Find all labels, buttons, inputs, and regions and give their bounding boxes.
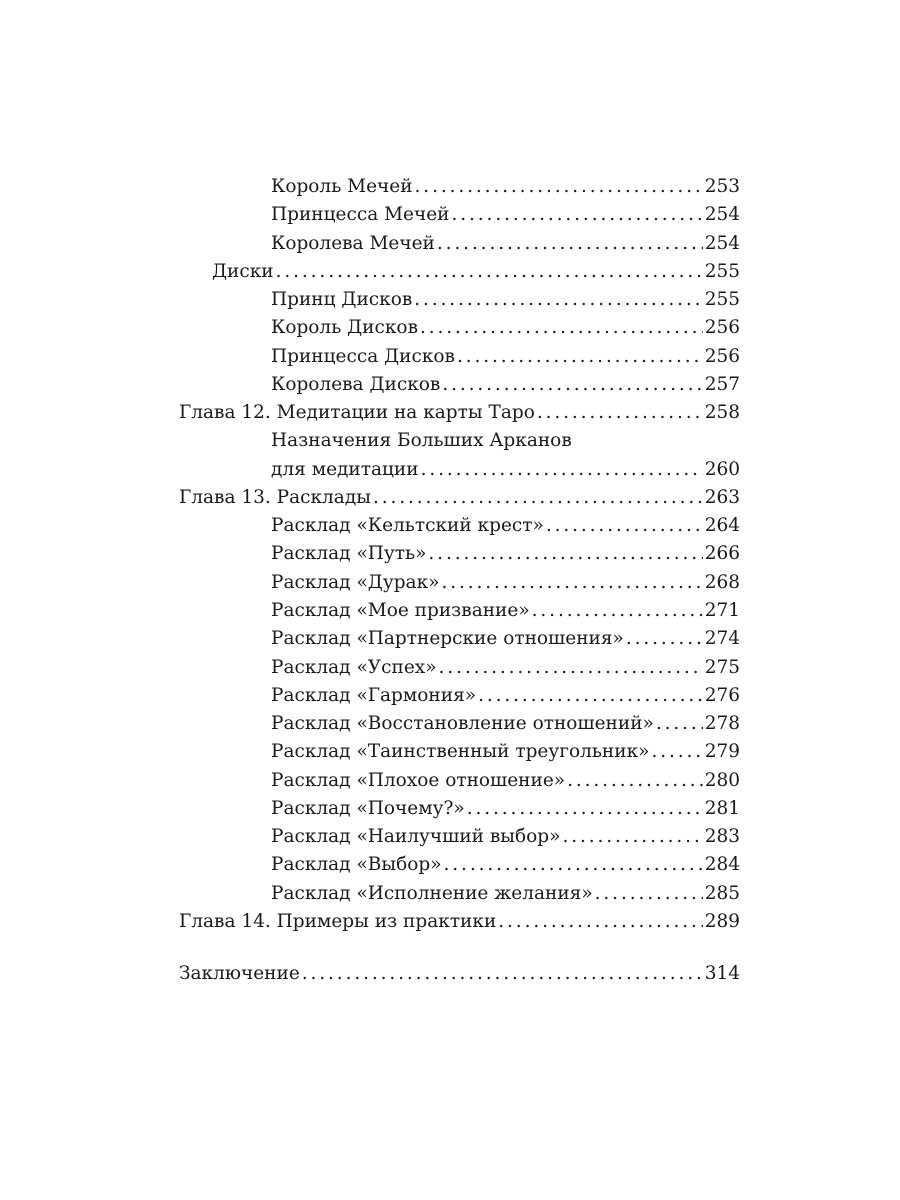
toc-entry-title: Назначения Больших Арканов	[271, 430, 572, 452]
toc-entry	[179, 233, 740, 261]
toc-entry-page: 289	[704, 910, 740, 932]
toc-entry-page: 253	[704, 176, 740, 197]
dot-leader	[437, 233, 703, 254]
toc-entry-page: 268	[704, 571, 740, 593]
dot-leader	[546, 515, 703, 536]
toc-entry-page: 285	[704, 882, 740, 904]
toc-entry	[179, 713, 740, 741]
toc-entry-title: Расклад «Плохое отношение»	[271, 769, 566, 791]
toc-entry-title: Расклад «Почему?»	[271, 797, 465, 819]
toc-entry-page: 254	[704, 232, 740, 254]
toc-entry-title: Расклад «Путь»	[271, 543, 427, 565]
toc-entry-title: Расклад «Успех»	[271, 656, 437, 678]
toc-entry-page: 271	[704, 599, 740, 621]
toc-entry-page: 266	[704, 543, 740, 565]
toc-entry	[179, 798, 740, 826]
toc-entry-title: Принцесса Мечей	[271, 204, 450, 226]
toc-entry-page: 274	[704, 628, 740, 650]
toc-entry	[179, 430, 740, 458]
toc-entry	[179, 911, 740, 939]
toc-entry-page: 255	[704, 289, 740, 311]
toc-entry	[179, 204, 740, 232]
toc-entry	[179, 600, 740, 628]
toc-entry-page: 256	[704, 317, 740, 339]
dot-leader	[452, 204, 703, 225]
toc-entry-title: Расклад «Мое призвание»	[271, 599, 530, 621]
toc-entry-title: Глава 13. Расклады	[179, 486, 371, 508]
toc-entry	[179, 572, 740, 600]
dot-leader	[532, 600, 703, 621]
toc-entry-title: Король Мечей	[271, 176, 413, 197]
dot-leader	[441, 572, 702, 593]
toc-entry-title: для медитации	[271, 458, 419, 480]
toc-entry-title: Расклад «Кельтский крест»	[271, 515, 544, 537]
toc-entry-page: 275	[704, 656, 740, 678]
toc-entry-title: Глава 12. Медитации на карты Таро	[179, 402, 535, 424]
toc-entry-page: 254	[704, 204, 740, 226]
toc-entry	[179, 826, 740, 854]
toc-entry	[179, 487, 740, 515]
toc-entry	[179, 374, 740, 402]
dot-leader	[373, 487, 703, 508]
toc-entry-title: Расклад «Партнерские отношения»	[271, 628, 624, 650]
dot-leader	[302, 963, 703, 984]
dot-leader	[414, 289, 702, 310]
toc-entry-title: Королева Дисков	[271, 373, 441, 395]
toc-entry	[179, 289, 740, 317]
dot-leader	[498, 911, 702, 932]
dot-leader	[656, 713, 703, 734]
toc-entry	[179, 963, 740, 991]
dot-leader	[444, 854, 703, 875]
toc-entry-page: 255	[704, 260, 740, 282]
dot-leader	[467, 798, 703, 819]
dot-leader	[457, 346, 703, 367]
toc-entry-title: Заключение	[179, 963, 300, 985]
dot-leader	[626, 628, 703, 649]
toc-entry	[179, 261, 740, 289]
dot-leader	[428, 543, 702, 564]
toc-entry	[179, 317, 740, 345]
toc-entry-title: Глава 14. Примеры из практики	[179, 910, 497, 932]
dot-leader	[420, 317, 703, 338]
toc-entry-title: Расклад «Таинственный треугольник»	[271, 741, 650, 763]
toc-entry	[179, 741, 740, 769]
toc-entry-title: Королева Мечей	[271, 232, 435, 254]
toc-entry-page: 263	[704, 486, 740, 508]
toc-entry	[179, 628, 740, 656]
toc-entry-page: 276	[704, 684, 740, 706]
dot-leader	[567, 770, 703, 791]
dot-leader	[651, 741, 702, 762]
toc-entry	[179, 657, 740, 685]
toc-entry-page: 257	[704, 373, 740, 395]
dot-leader	[421, 459, 703, 480]
toc-entry-page: 284	[704, 854, 740, 876]
toc-entry	[179, 770, 740, 798]
toc-entry-title: Расклад «Наилучший выбор»	[271, 826, 561, 848]
toc-entry-page: 264	[704, 515, 740, 537]
toc-entry	[179, 176, 740, 204]
toc-entry	[179, 543, 740, 571]
dot-leader	[439, 657, 703, 678]
table-of-contents	[179, 176, 740, 991]
toc-entry-title: Король Дисков	[271, 317, 418, 339]
toc-entry-title: Расклад «Исполнение желания»	[271, 882, 593, 904]
toc-entry-page: 314	[704, 963, 740, 985]
toc-entry-page: 279	[704, 741, 740, 763]
toc-entry	[179, 459, 740, 487]
toc-entry-title: Расклад «Дурак»	[271, 571, 440, 593]
toc-entry-title: Диски	[212, 260, 274, 282]
dot-leader	[442, 374, 702, 395]
toc-entry-page: 278	[704, 713, 740, 735]
toc-entry	[179, 685, 740, 713]
dot-leader	[276, 261, 703, 282]
dot-leader	[595, 883, 703, 904]
toc-entry	[179, 854, 740, 882]
dot-leader	[415, 176, 703, 197]
dot-leader	[478, 685, 703, 706]
toc-entry	[179, 883, 740, 911]
toc-entry-page: 280	[704, 769, 740, 791]
toc-entry-page: 260	[704, 458, 740, 480]
toc-entry-title: Принц Дисков	[271, 289, 413, 311]
toc-entry	[179, 515, 740, 543]
dot-leader	[537, 402, 703, 423]
toc-entry-title: Расклад «Гармония»	[271, 684, 477, 706]
toc-entry-page: 256	[704, 345, 740, 367]
toc-entry-title: Принцесса Дисков	[271, 345, 455, 367]
toc-entry	[179, 402, 740, 430]
toc-entry-page: 283	[704, 826, 740, 848]
toc-entry-title: Расклад «Восстановление отношений»	[271, 713, 654, 735]
toc-entry	[179, 346, 740, 374]
toc-entry-page: 258	[704, 402, 740, 424]
toc-entry-title: Расклад «Выбор»	[271, 854, 442, 876]
dot-leader	[562, 826, 702, 847]
toc-entry-page: 281	[704, 797, 740, 819]
